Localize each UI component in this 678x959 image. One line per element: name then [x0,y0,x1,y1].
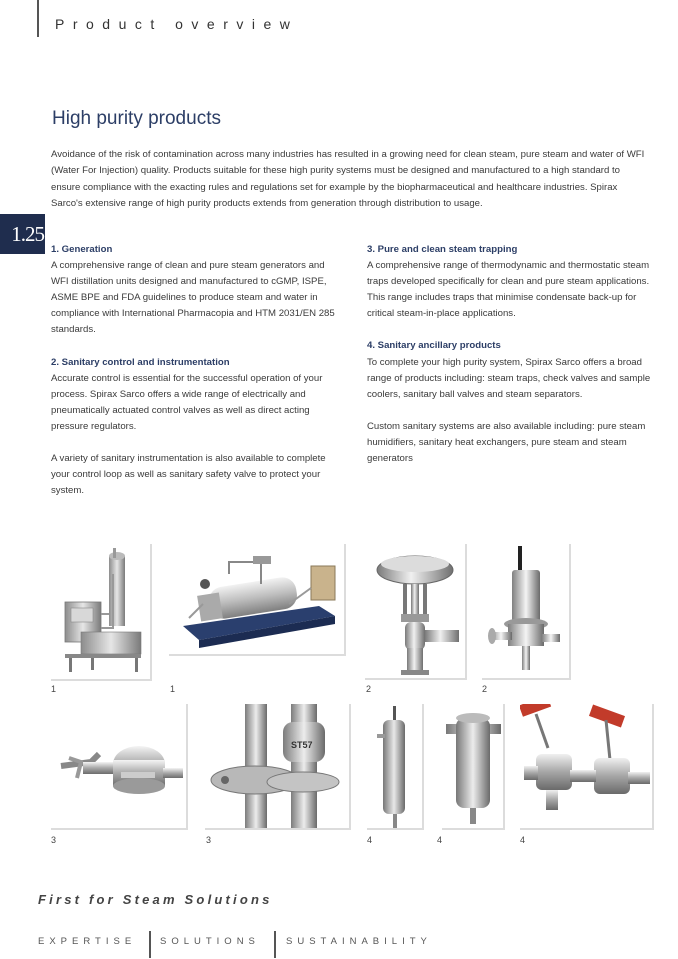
steam-trapping-heading: 3. Pure and clean steam trapping [367,244,518,255]
photo-sanitary-instrument [482,544,571,680]
header-rule [37,0,39,37]
sanitary-control-heading: 2. Sanitary control and instrumentation [51,356,230,368]
photo-caption: 1 [51,684,57,694]
section-header: Product overview [55,16,299,32]
photo-caption: 1 [170,684,176,694]
ancillary-body: To complete your high purity system, Spirax Sarco offers a broad range of products including: steam traps, check valves and sample coolers, sanitary ball valves and steam separators. [367,356,651,400]
photo-caption: 4 [367,835,373,845]
footer-divider [274,931,276,958]
intro-paragraph: Avoidance of the risk of contamination across many industries has resulted in a growing need for clean steam, pure steam and water of WFI (Water For Injection) quality. Products suitable for these high purity systems must be designed and manufactured to a high standard to ensure compliance with the exacting rules and regulations set for example by the biopharmaceutical and healthcare industries. Spirax Sarco's extensive range of high purity products extends from generation through distribution to usage. [51,149,645,209]
generation-body: A comprehensive range of clean and pure steam generators and WFI distillation units designed and manufactured to cGMP, ISPE, ASME BPE and FDA guidelines to produce steam and water in compliance with International Pharmacopia and HTM 2031/EN 285 standards. [51,260,335,336]
photo-caption: 3 [206,835,212,845]
photo-steam-generator [51,544,152,681]
photo-thermostatic-trap [205,704,351,830]
photo-distillation-skid [169,544,346,656]
photo-ball-valves [520,704,654,830]
footer-slogan: First for Steam Solutions [38,892,273,907]
trap-marking: ST57 [291,740,313,750]
photo-caption: 2 [366,684,372,694]
footer-divider [149,931,151,958]
footer-word-expertise: EXPERTISE [38,936,137,947]
left-column [51,242,341,499]
sanitary-control-body-2: A variety of sanitary instrumentation is also available to complete your control loop as well as sanitary safety valve to protect your system. [51,453,326,497]
photo-caption: 4 [437,835,443,845]
photo-caption: 2 [482,684,488,694]
footer-word-solutions: SOLUTIONS [160,936,260,947]
generation-heading: 1. Generation [51,244,113,255]
photo-caption: 3 [51,835,57,845]
footer-word-sustainability: SUSTAINABILITY [286,936,432,947]
ancillary-heading: 4. Sanitary ancillary products [367,340,501,352]
page-number-tab: 1.25 [0,214,45,254]
photo-caption: 4 [520,835,526,845]
sanitary-control-body: Accurate control is essential for the successful operation of your process. Spirax Sarco offers a wide range of electrically and pneumatically actuated control valves as well as direct acting pressure regulators. [51,372,323,432]
ancillary-body-2: Custom sanitary systems are also available including: pure steam humidifiers, sanitary heat exchangers, pure steam and steam generators [367,420,646,465]
photo-steam-separator [442,704,505,830]
photo-sanitary-steam-trap [51,704,188,830]
photo-sample-cooler [367,704,424,830]
steam-trapping-body: A comprehensive range of thermodynamic and thermostatic steam traps developed specifically for clean and pure steam applications. This range includes traps that minimise condensate back-up for critical steam-in-place applications. [367,260,650,320]
photo-control-valve [365,544,467,680]
right-column [367,242,657,467]
page-title: High purity products [52,108,221,129]
